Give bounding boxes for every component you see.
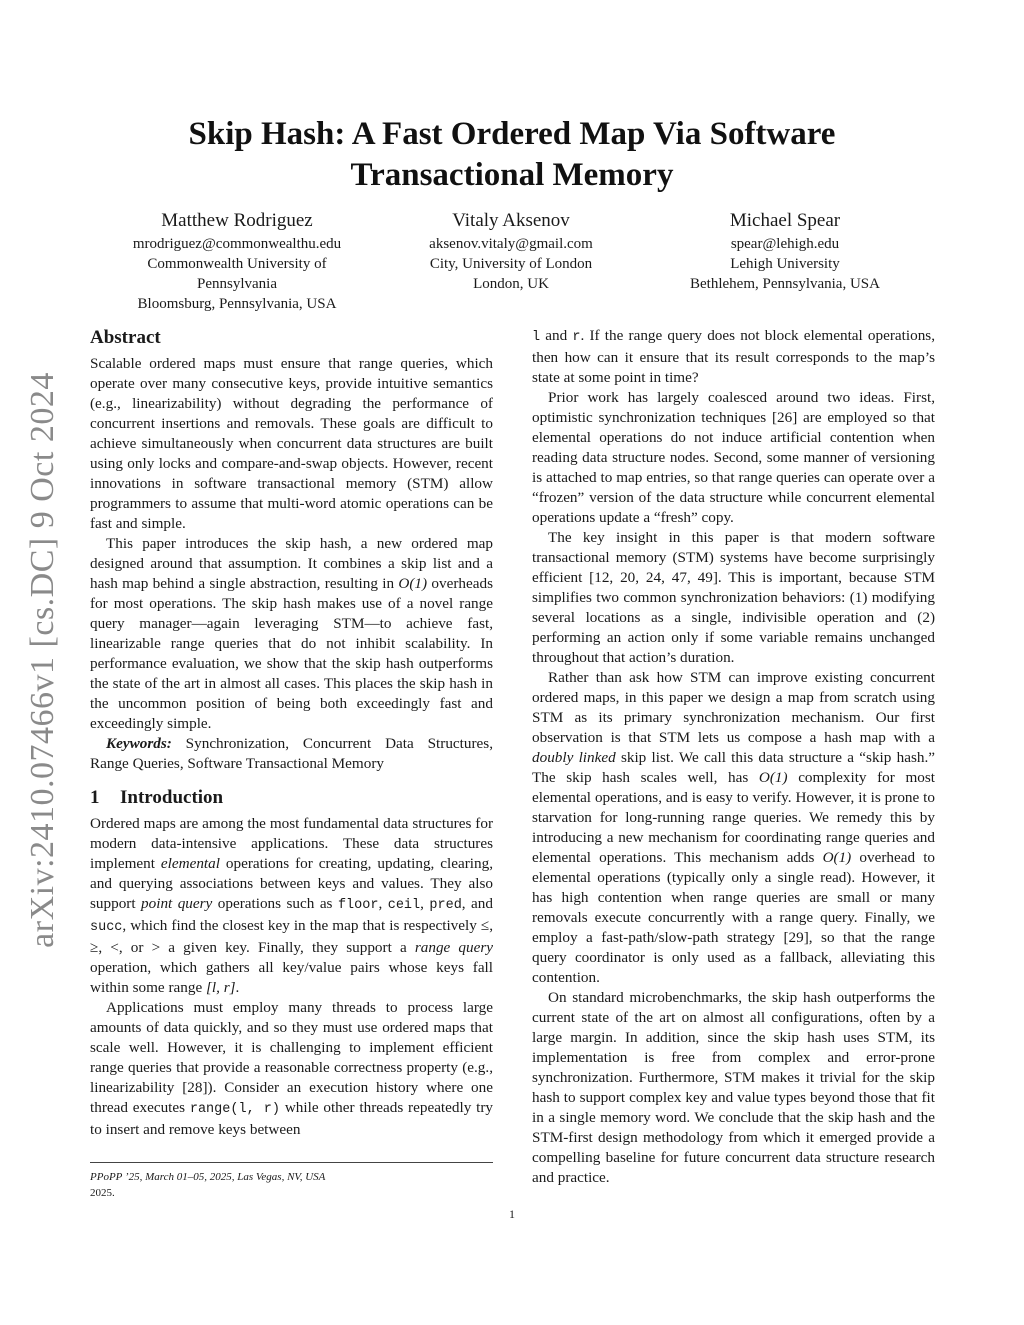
intro-paragraph-1: Ordered maps are among the most fundamental data structures for modern data-intensive applications. These data structures implement elemental operations for creating, updating, clearing, and querying associations between keys and values. They also support point query operations such as floor, ceil, pred, and succ, which find the closest key in the map that is respectively ≤, ≥, <, or > a given key. Finally, they support a range query operation, which gathers all key/value pairs whose keys fall within some range [l, r]. [90, 815, 494, 996]
author-affiliation: Commonwealth University of [147, 256, 327, 272]
author-3 [640, 208, 930, 294]
intro-paragraph-4: The key insight in this paper is that modern software transactional memory (STM) systems have become surprisingly efficient [12, 20, 24, 47, 49]. This is important, because STM simplifies two common synchronization behaviors: (1) modifying several locations as a single, indivisible operation and (2) performing an action only if some variable remains unchanged throughout that action’s duration. [532, 529, 935, 666]
author-name: Vitaly Aksenov [452, 210, 570, 231]
code-range: range(l, r) [189, 1102, 280, 1117]
code-ceil: ceil [387, 898, 421, 913]
author-block [90, 208, 930, 318]
abstract-heading: Abstract [90, 327, 161, 348]
intro-paragraph-2: Applications must employ many threads to process large amounts of data quickly, and so they must use ordered maps that scale well. However, it is challenging to implement efficient range queries that provide a reasonable correctness property (e.g., linearizability [28]). Consider an execution history where one thread executes range(l, r) while other threads repeatedly try to insert and remove keys between [90, 999, 493, 1138]
intro-paragraph-2-continued: l and r. If the range query does not block elemental operations, then how can it ensure that its result corresponds to the map’s state at some point in time? [532, 327, 935, 386]
footnote-divider [90, 1162, 493, 1163]
range-notation: [l, r] [206, 979, 236, 996]
section-heading-introduction [90, 786, 493, 810]
keywords-label: Keywords: [106, 735, 172, 752]
abstract-paragraph-1: Scalable ordered maps must ensure that range queries, which operate over many consecutive keys, provide intuitive semantics (e.g., linearizability) without degrading the performance of concurrent insertions and removals. These goals are difficult to achieve simultaneously when concurrent data structures are built using only locks and compare-and-swap objects. However, recent innovations in software transactional memory (STM) allow programmers to assume that multi-word atomic operations can be fast and simple. [90, 355, 493, 532]
author-email: aksenov.vitaly@gmail.com [429, 236, 593, 252]
keywords [90, 734, 493, 774]
right-column [532, 326, 935, 1188]
author-2 [366, 208, 656, 294]
arxiv-identifier-text: arXiv:2410.07466v1 [cs.DC] 9 Oct 2024 [24, 372, 61, 948]
author-affiliation-cont: Pennsylvania [197, 276, 277, 292]
section-number: 1 [90, 787, 100, 808]
abstract-paragraph-2: This paper introduces the skip hash, a new ordered map designed around that assumption. It combines a skip list and a hash map behind a single abstraction, resulting in O(1) overheads for most operations. The skip hash makes use of a novel range query manager—again leveraging STM—to achieve fast, linearizable range queries that do not inhibit scalability. In performance evaluation, we show that the skip hash outperforms the state of the art in almost all cases. This places the skip hash in the uncommon position of being both exceedingly fast and exceedingly simple. [90, 535, 493, 732]
author-location: London, UK [473, 276, 549, 292]
code-pred: pred [429, 898, 462, 913]
author-location: Bloomsburg, Pennsylvania, USA [137, 296, 337, 312]
code-succ: succ [90, 920, 123, 935]
year-line: 2025. [90, 1187, 115, 1199]
intro-paragraph-3: Prior work has largely coalesced around two ideas. First, optimistic synchronization techniques [26] are employed so that elemental operations do not induce artificial contention when reading data structure nodes. Second, some manner of versioning is attached to map entries, so that range queries can operate over a “frozen” version of the data structure while concurrent elemental operations update a “fresh” copy. [532, 389, 935, 526]
intro-paragraph-6: On standard microbenchmarks, the skip hash outperforms the current state of the art on almost all configurations, often by a large margin. In addition, since the skip hash uses STM, its implementation is free from complex and error-prone synchronization. Furthermore, STM makes it trivial for the skip hash to support complex key and value types beyond those that fit in a single memory word. We conclude that the skip hash and the STM-first design methodology from which it emerged provide a compelling baseline for future concurrent data structure research and practice. [532, 989, 935, 1186]
footnote-block [90, 1162, 493, 1201]
section-title: Introduction [120, 787, 224, 808]
code-floor: floor [337, 898, 379, 913]
page-number: 1 [509, 1207, 515, 1221]
author-name: Matthew Rodriguez [161, 210, 313, 231]
author-affiliation: City, University of London [429, 256, 593, 272]
author-location: Bethlehem, Pennsylvania, USA [690, 276, 880, 292]
author-email: mrodriguez@commonwealthu.edu [132, 236, 342, 252]
big-o-notation: O(1) [398, 575, 428, 592]
arxiv-identifier-stamp [22, 365, 64, 955]
author-name: Michael Spear [729, 210, 841, 231]
intro-paragraph-5: Rather than ask how STM can improve existing concurrent ordered maps, in this paper we design a map from scratch using STM as its primary synchronization mechanism. Our first observation is that STM lets us compose a hash map with a doubly linked skip list. We call this data structure a “skip hash.” The skip hash scales well, has O(1) complexity for most elemental operations, and is easy to verify. However, it is prone to starvation for long-running range queries. We remedy this by introducing a new mechanism for coordinating range queries and elemental operations. This mechanism adds O(1) overhead to elemental operations (typically only a single read). However, it has high contention when range queries are small or many removals execute concurrently with a range query. Finally, we employ a fast-path/slow-path strategy [29], so that the range query coordinator is only used as a fallback, alleviating this contention. [532, 669, 936, 986]
author-affiliation: Lehigh University [730, 256, 840, 272]
keywords-text: Synchronization, Concurrent Data Structures, Range Queries, Software Transactional Memory [90, 735, 493, 772]
left-column [90, 326, 493, 1140]
paper-title: Skip Hash: A Fast Ordered Map Via Software Transactional Memory [188, 116, 836, 193]
author-email: spear@lehigh.edu [730, 236, 840, 252]
author-1 [92, 208, 382, 314]
venue-line: PPoPP ’25, March 01–05, 2025, Las Vegas, NV, USA [90, 1171, 326, 1183]
